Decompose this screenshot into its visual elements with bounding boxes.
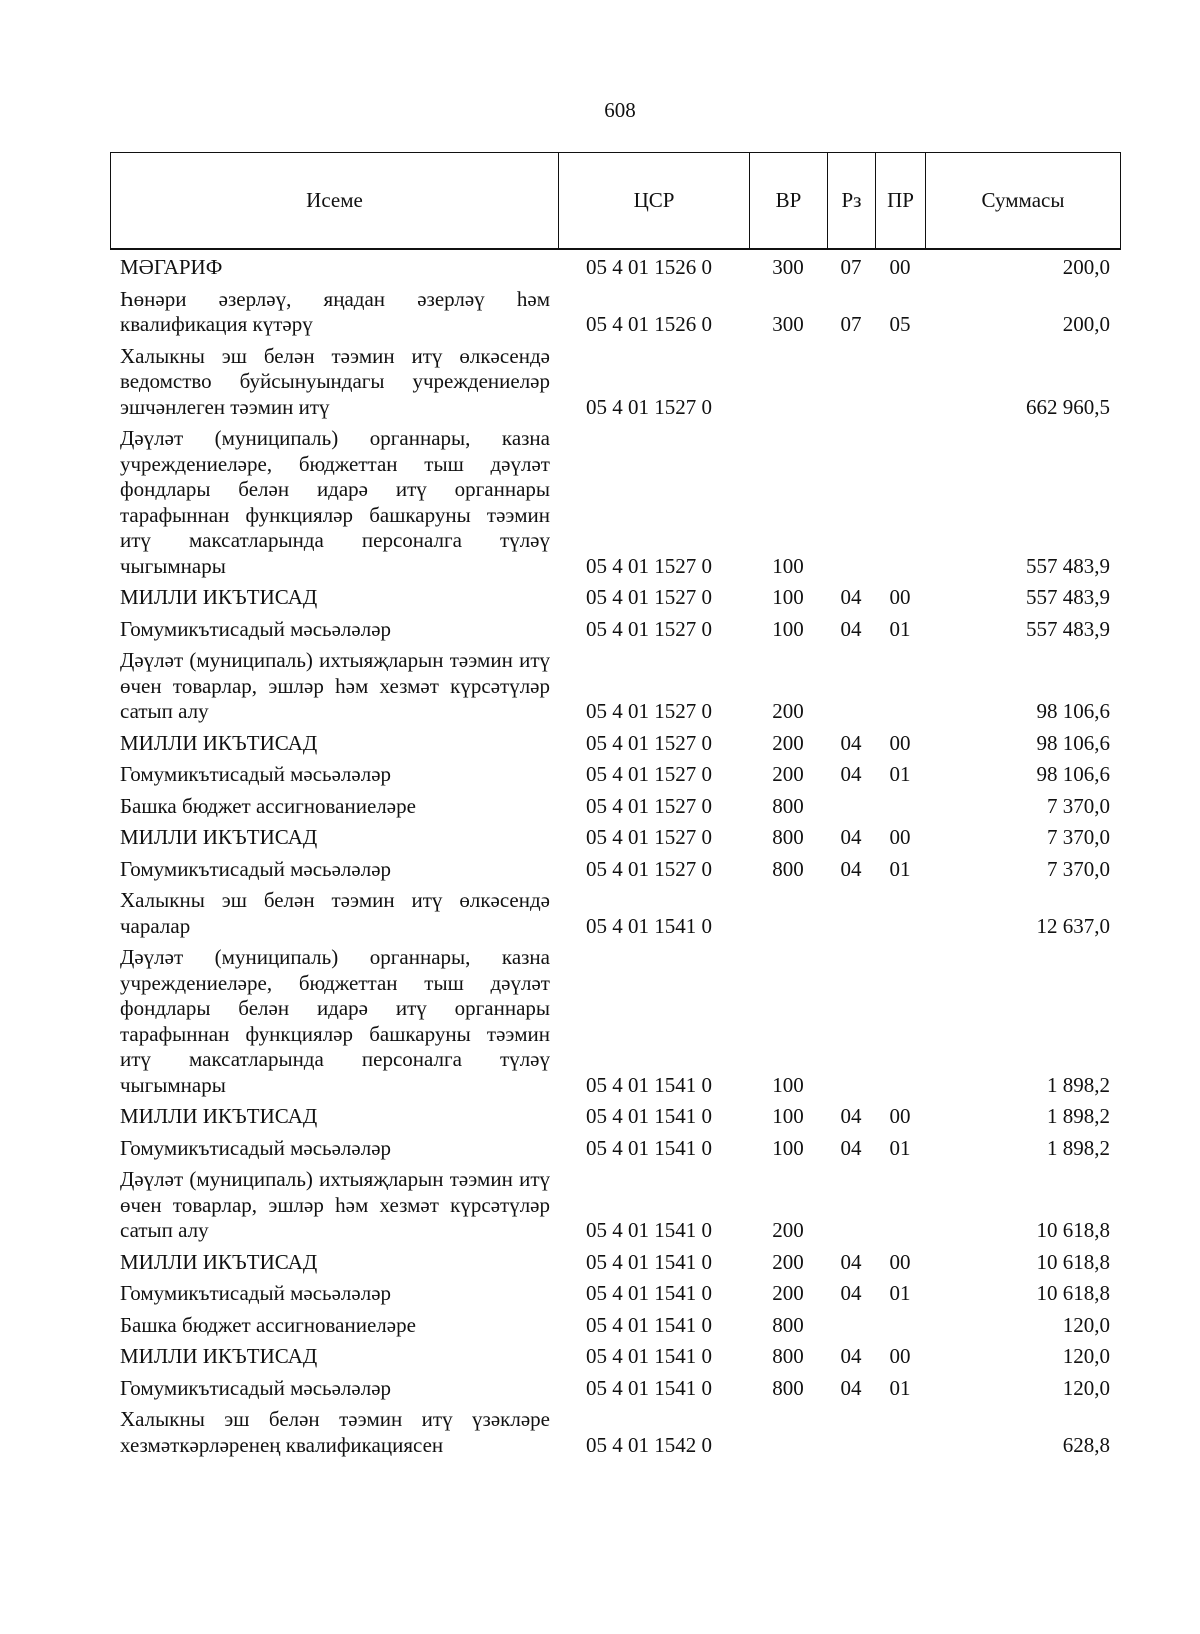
- cell-sum: 1 898,2: [1047, 1072, 1110, 1097]
- table-row: [110, 822, 1120, 854]
- cell-name: МИЛЛИ ИКЪТИСАД: [120, 730, 318, 755]
- cell-vr: 800: [772, 1312, 804, 1337]
- cell-csr: 05 4 01 1527 0: [586, 856, 712, 881]
- header-name: Исеме: [111, 153, 559, 250]
- cell-vr: 200: [772, 1281, 804, 1305]
- cell-pr: [875, 1164, 925, 1247]
- cell-sum: 120,0: [1062, 1312, 1110, 1337]
- cell-pr: [875, 885, 925, 942]
- table-row: [110, 885, 1120, 942]
- cell-csr: 05 4 01 1541 0: [586, 1312, 712, 1337]
- cell-name: МӘГАРИФ: [120, 255, 223, 279]
- cell-vr: 100: [772, 616, 804, 641]
- table-row: [110, 582, 1120, 614]
- cell-name: МИЛЛИ ИКЪТИСАД: [120, 825, 318, 849]
- cell-vr: 100: [772, 553, 804, 578]
- cell-name: МИЛЛИ ИКЪТИСАД: [120, 1104, 318, 1128]
- table-row: [110, 759, 1120, 791]
- cell-csr: 05 4 01 1541 0: [586, 1135, 712, 1160]
- table-row: [110, 1373, 1120, 1405]
- cell-pr: 01: [889, 1135, 911, 1160]
- table-row: [110, 1310, 1120, 1342]
- cell-csr: 05 4 01 1541 0: [586, 1072, 712, 1097]
- page-number: 608: [604, 98, 636, 122]
- table-row: [110, 1247, 1120, 1279]
- cell-sum: 120,0: [1062, 1344, 1110, 1368]
- cell-csr: 05 4 01 1527 0: [586, 616, 712, 641]
- cell-sum: 98 106,6: [1036, 699, 1110, 723]
- table-row: [110, 1278, 1120, 1310]
- cell-sum: 557 483,9: [1026, 616, 1110, 641]
- table-row: [110, 1133, 1120, 1165]
- cell-csr: 05 4 01 1527 0: [586, 394, 712, 419]
- cell-name: Башка бюджет ассигнованиеләре: [120, 793, 416, 818]
- header-rz: Рз: [828, 153, 876, 250]
- cell-pr: [875, 423, 925, 582]
- cell-csr: 05 4 01 1527 0: [586, 825, 712, 849]
- cell-name: МИЛЛИ ИКЪТИСАД: [120, 1249, 318, 1274]
- cell-name: Гомумикътисадый мәсьәләләр: [120, 762, 392, 786]
- cell-name: МИЛЛИ ИКЪТИСАД: [120, 585, 318, 609]
- cell-name: Гомумикътисадый мәсьәләләр: [120, 1281, 392, 1305]
- table-row: [110, 614, 1120, 646]
- cell-vr: 800: [772, 1375, 804, 1400]
- table-row: [110, 1341, 1120, 1373]
- cell-name: Гомумикътисадый мәсьәләләр: [120, 856, 392, 881]
- header-vr: ВР: [750, 153, 828, 250]
- cell-rz: [827, 1164, 875, 1247]
- cell-csr: 05 4 01 1541 0: [586, 1104, 712, 1128]
- cell-rz: [827, 645, 875, 728]
- table-row: [110, 854, 1120, 886]
- cell-pr: 01: [889, 762, 911, 786]
- cell-vr: 300: [772, 312, 804, 336]
- header-pr: ПР: [876, 153, 926, 250]
- cell-csr: 05 4 01 1541 0: [586, 1249, 712, 1274]
- cell-rz: [827, 942, 875, 1101]
- cell-rz: [827, 423, 875, 582]
- cell-rz: 04: [840, 1375, 862, 1400]
- budget-table: [110, 252, 1120, 1461]
- cell-pr: [875, 791, 925, 823]
- table-row: [110, 284, 1120, 341]
- table-row: [110, 791, 1120, 823]
- cell-csr: 05 4 01 1526 0: [586, 255, 712, 279]
- table-row: [110, 1101, 1120, 1133]
- cell-vr: 200: [772, 762, 804, 786]
- cell-sum: 1 898,2: [1047, 1104, 1110, 1128]
- cell-rz: 04: [840, 1281, 862, 1305]
- cell-vr: [749, 885, 827, 942]
- cell-name: Дәүләт (муниципаль) ихтыяҗларын тәэмин итү өчен товарлар, эшләр һәм хезмәт күрсәтүләр сатып алу: [120, 1167, 550, 1242]
- cell-vr: 200: [772, 1249, 804, 1274]
- cell-pr: 01: [889, 1281, 911, 1305]
- cell-pr: 00: [889, 1104, 911, 1128]
- cell-rz: 04: [840, 1135, 862, 1160]
- header-csr: ЦСР: [559, 153, 750, 250]
- table-row: [110, 341, 1120, 424]
- cell-pr: 01: [889, 856, 911, 881]
- cell-vr: 200: [772, 699, 804, 723]
- cell-vr: 800: [772, 856, 804, 881]
- cell-rz: 07: [840, 312, 862, 336]
- table-row: [110, 423, 1120, 582]
- cell-rz: 04: [840, 730, 862, 755]
- header-sum: Суммасы: [926, 153, 1121, 250]
- cell-pr: [875, 341, 925, 424]
- cell-rz: 04: [840, 1104, 862, 1128]
- cell-pr: 00: [889, 255, 911, 279]
- cell-sum: 7 370,0: [1047, 793, 1110, 818]
- cell-rz: [827, 885, 875, 942]
- cell-name: МИЛЛИ ИКЪТИСАД: [120, 1344, 318, 1368]
- cell-name: Башка бюджет ассигнованиеләре: [120, 1312, 416, 1337]
- cell-vr: 800: [772, 793, 804, 818]
- cell-pr: 00: [889, 1344, 911, 1368]
- cell-pr: 00: [889, 730, 911, 755]
- cell-sum: 628,8: [1062, 1432, 1110, 1457]
- cell-csr: 05 4 01 1542 0: [586, 1432, 712, 1457]
- cell-rz: [827, 791, 875, 823]
- cell-pr: [875, 645, 925, 728]
- cell-rz: [827, 1404, 875, 1461]
- cell-rz: 07: [840, 255, 862, 279]
- table-row: [110, 728, 1120, 760]
- cell-rz: 04: [840, 1249, 862, 1274]
- cell-csr: 05 4 01 1527 0: [586, 553, 712, 578]
- cell-vr: 100: [772, 1135, 804, 1160]
- cell-name: Дәүләт (муниципаль) органнары, казна учреждениеләре, бюджеттан тыш дәүләт фондлары белән идарә итү органнары тарафыннан функцияләр башкаруны тәэмин итү максатларында персоналга түләү чыгымнары: [120, 426, 550, 578]
- cell-rz: 04: [840, 762, 862, 786]
- cell-csr: 05 4 01 1541 0: [586, 1344, 712, 1368]
- cell-vr: 800: [772, 825, 804, 849]
- cell-sum: 7 370,0: [1047, 825, 1110, 849]
- cell-sum: 7 370,0: [1047, 856, 1110, 881]
- cell-sum: 662 960,5: [1026, 394, 1110, 419]
- cell-csr: 05 4 01 1541 0: [586, 1218, 712, 1242]
- cell-pr: [875, 1404, 925, 1461]
- cell-sum: 557 483,9: [1026, 585, 1110, 609]
- cell-csr: 05 4 01 1527 0: [586, 585, 712, 609]
- cell-csr: 05 4 01 1527 0: [586, 699, 712, 723]
- cell-sum: 12 637,0: [1036, 913, 1110, 938]
- table-header: [110, 152, 1121, 250]
- cell-name: Халыкны эш белән тәэмин итү үзәкләре хезмәткәрләренең квалификациясен: [120, 1407, 550, 1457]
- cell-name: Халыкны эш белән тәэмин итү өлкәсендә ведомство буйсынуындагы учреждениеләр эшчәнлеген тәэмин итү: [120, 343, 550, 419]
- table-row: [110, 942, 1120, 1101]
- cell-sum: 557 483,9: [1026, 553, 1110, 578]
- cell-sum: 98 106,6: [1036, 762, 1110, 786]
- cell-rz: 04: [840, 856, 862, 881]
- cell-csr: 05 4 01 1541 0: [586, 913, 712, 938]
- cell-csr: 05 4 01 1541 0: [586, 1375, 712, 1400]
- cell-vr: 300: [772, 255, 804, 279]
- cell-name: Халыкны эш белән тәэмин итү өлкәсендә чаралар: [120, 888, 550, 938]
- cell-vr: 200: [772, 730, 804, 755]
- cell-sum: 200,0: [1062, 255, 1110, 279]
- cell-pr: 00: [889, 585, 911, 609]
- cell-name: Гомумикътисадый мәсьәләләр: [120, 616, 392, 641]
- cell-rz: 04: [840, 825, 862, 849]
- cell-csr: 05 4 01 1527 0: [586, 762, 712, 786]
- cell-csr: 05 4 01 1527 0: [586, 793, 712, 818]
- table-row: [110, 252, 1120, 284]
- cell-sum: 98 106,6: [1036, 730, 1110, 755]
- cell-csr: 05 4 01 1541 0: [586, 1281, 712, 1305]
- cell-pr: [875, 1310, 925, 1342]
- cell-sum: 10 618,8: [1036, 1281, 1110, 1305]
- cell-name: Һөнәри әзерләү, яңадан әзерләү һәм квалификация күтәрү: [120, 286, 550, 336]
- cell-vr: 100: [772, 1104, 804, 1128]
- cell-csr: 05 4 01 1526 0: [586, 312, 712, 336]
- cell-sum: 120,0: [1062, 1375, 1110, 1400]
- cell-pr: 00: [889, 1249, 911, 1274]
- cell-vr: 100: [772, 585, 804, 609]
- cell-name: Гомумикътисадый мәсьәләләр: [120, 1375, 392, 1400]
- cell-pr: 05: [889, 312, 911, 336]
- cell-csr: 05 4 01 1527 0: [586, 730, 712, 755]
- cell-name: Дәүләт (муниципаль) ихтыяҗларын тәэмин итү өчен товарлар, эшләр һәм хезмәт күрсәтүләр сатып алу: [120, 648, 550, 723]
- cell-vr: 200: [772, 1218, 804, 1242]
- cell-vr: [749, 1404, 827, 1461]
- cell-rz: [827, 1310, 875, 1342]
- cell-sum: 1 898,2: [1047, 1135, 1110, 1160]
- cell-pr: 01: [889, 616, 911, 641]
- table-body: [110, 252, 1120, 1461]
- cell-vr: [749, 341, 827, 424]
- cell-rz: 04: [840, 616, 862, 641]
- cell-name: Дәүләт (муниципаль) органнары, казна учреждениеләре, бюджеттан тыш дәүләт фондлары белән идарә итү органнары тарафыннан функцияләр башкаруны тәэмин итү максатларында персоналга түләү чыгымнары: [120, 945, 550, 1097]
- cell-pr: 01: [889, 1375, 911, 1400]
- cell-vr: 100: [772, 1072, 804, 1097]
- table-row: [110, 645, 1120, 728]
- cell-vr: 800: [772, 1344, 804, 1368]
- cell-sum: 10 618,8: [1036, 1249, 1110, 1274]
- table-row: [110, 1404, 1120, 1461]
- cell-sum: 10 618,8: [1036, 1218, 1110, 1242]
- cell-rz: [827, 341, 875, 424]
- table-row: [110, 1164, 1120, 1247]
- cell-rz: 04: [840, 1344, 862, 1368]
- cell-pr: 00: [889, 825, 911, 849]
- cell-sum: 200,0: [1062, 312, 1110, 336]
- cell-name: Гомумикътисадый мәсьәләләр: [120, 1135, 392, 1160]
- cell-rz: 04: [840, 585, 862, 609]
- cell-pr: [875, 942, 925, 1101]
